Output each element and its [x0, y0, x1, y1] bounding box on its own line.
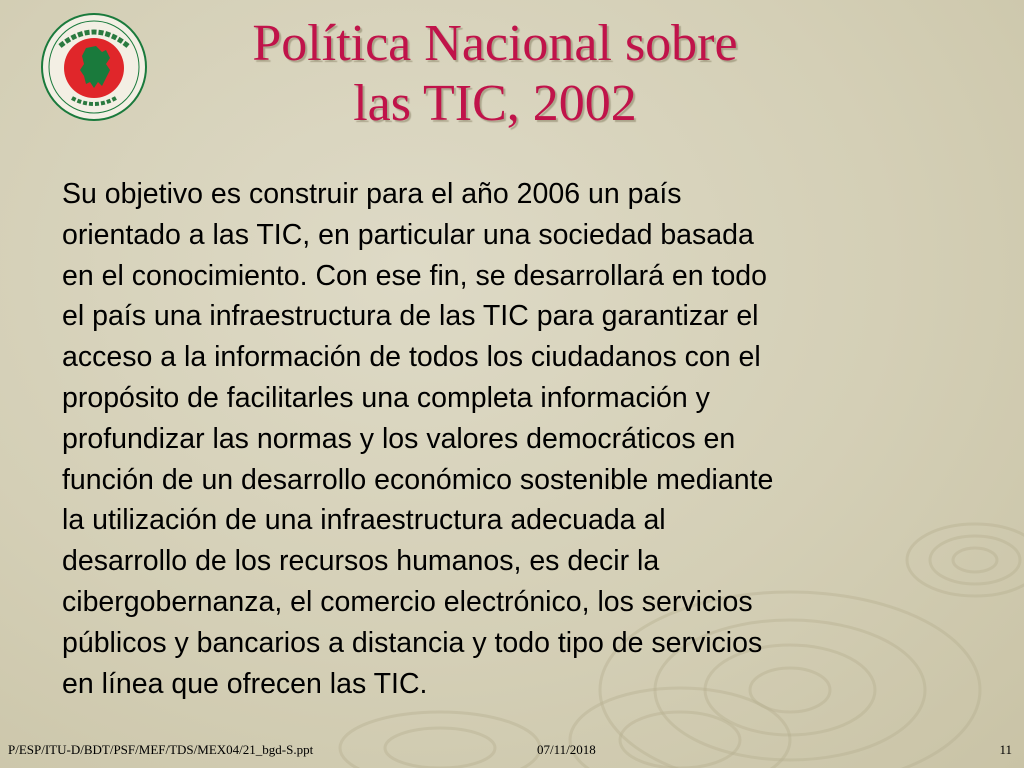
body-line: el país una infraestructura de las TIC para garantizar el — [62, 300, 759, 333]
body-line: cibergobernanza, el comercio electrónico, los servicios — [62, 585, 753, 618]
body-line: Su objetivo es construir para el año 2006 un país — [62, 178, 682, 210]
footer-date: 07/11/2018 — [537, 742, 596, 757]
body-line: en el conocimiento. Con ese fin, se desarrollará en todo — [62, 259, 767, 292]
body-line: públicos y bancarios a distancia y todo tipo de servicios — [62, 626, 763, 659]
body-line: profundizar las normas y los valores democráticos en — [62, 422, 736, 455]
body-line: propósito de facilitarles una completa información y — [62, 381, 710, 414]
bangladesh-government-seal-icon — [40, 12, 148, 122]
title-line-1: Política Nacional sobre — [252, 15, 738, 72]
body-line: función de un desarrollo económico sostenible mediante — [62, 463, 774, 496]
body-line: en línea que ofrecen las TIC. — [62, 667, 428, 700]
footer-file-path: P/ESP/ITU-D/BDT/PSF/MEF/TDS/MEX04/21_bgd-S.ppt — [8, 742, 314, 757]
body-line: acceso a la información de todos los ciudadanos con el — [62, 341, 761, 374]
slide-footer — [0, 738, 1024, 760]
body-line: orientado a las TIC, en particular una sociedad basada — [62, 218, 754, 251]
slide-body-text — [62, 174, 942, 704]
footer-page-number: 11 — [999, 742, 1012, 757]
body-line: desarrollo de los recursos humanos, es decir la — [62, 545, 660, 578]
slide-title — [150, 14, 840, 134]
body-line: la utilización de una infraestructura adecuada al — [62, 504, 666, 537]
title-line-2: las TIC, 2002 — [353, 75, 637, 132]
